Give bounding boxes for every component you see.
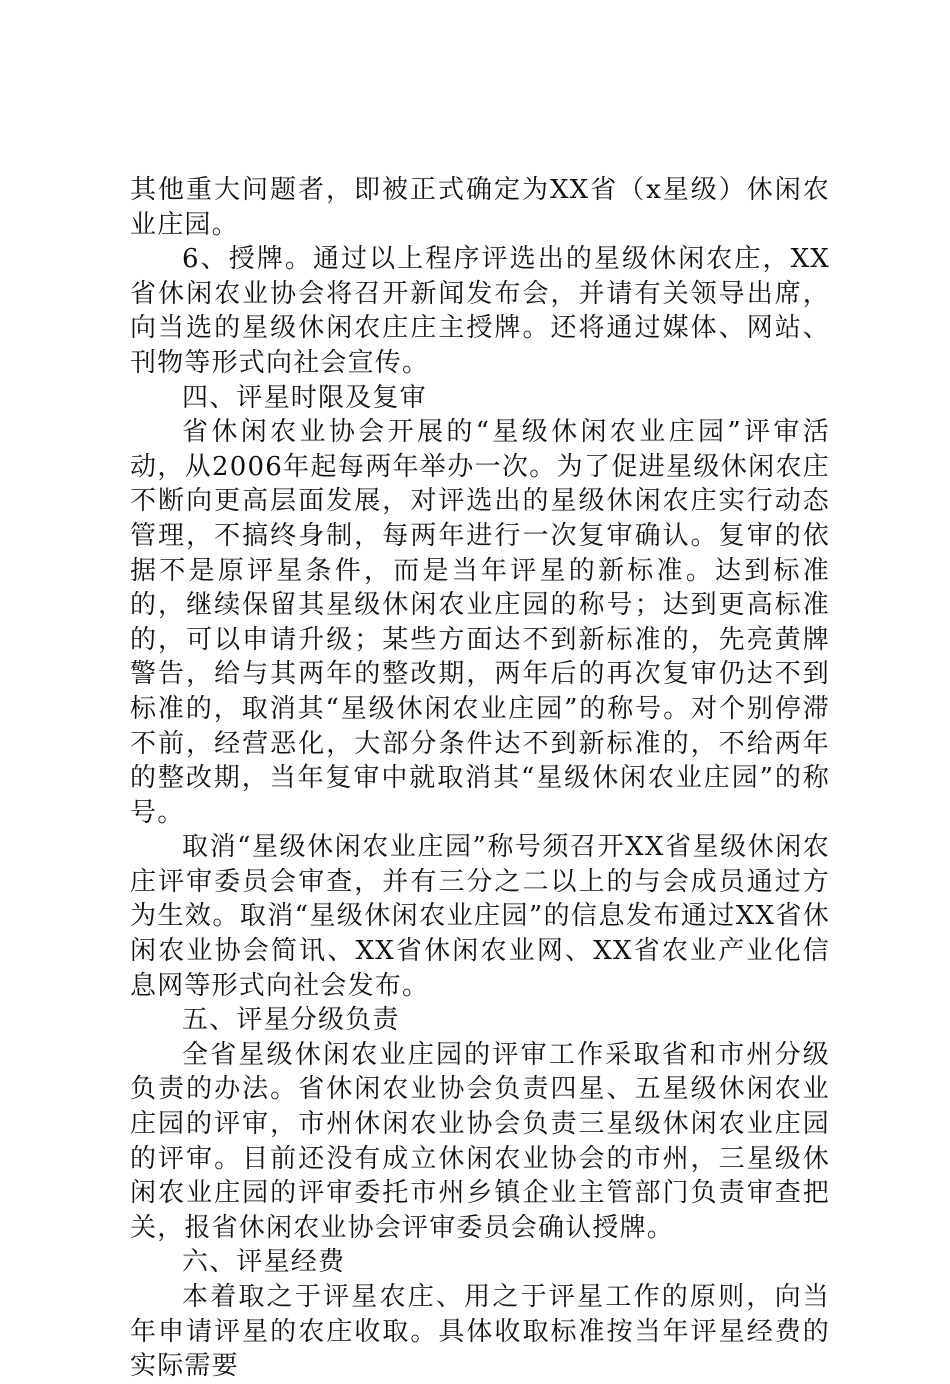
section-heading-6: 六、评星经费 <box>182 1247 346 1278</box>
section-heading-4: 四、评星时限及复审 <box>182 382 427 413</box>
paragraph-funding: 本着取之于评星农庄、用之于评星工作的原则，向当年申请评星的农庄收取。具体收取标准按当年评星经费的实际需要 <box>130 1282 830 1382</box>
section-heading-5: 五、评星分级负责 <box>182 1005 400 1036</box>
document-body <box>130 173 830 1384</box>
paragraph-awarding: 6、授牌。通过以上程序评选出的星级休闲农庄，XX省休闲农业协会将召开新闻发布会，并请有关领导出席，向当选的星级休闲农庄庄主授牌。还将通过媒体、网站、刊物等形式向社会宣传。 <box>130 244 830 378</box>
paragraph-review-period: 省休闲农业协会开展的“星级休闲农业庄园”评审活动，从2006年起每两年举办一次。为了促进星级休闲农庄不断向更高层面发展，对评选出的星级休闲农庄实行动态管理，不搞终身制，每两年进行一次复审确认。复审的依据不是原评星条件，而是当年评星的新标准。达到标准的，继续保留其星级休闲农业庄园的称号；达到更高标准的，可以申请升级；某些方面达不到新标准的，先亮黄牌警告，给与其两年的整改期，两年后的再次复审仍达不到标准的，取消其“星级休闲农业庄园”的称号。对个别停滞不前，经营恶化，大部分条件达不到新标准的，不给两年的整改期，当年复审中就取消其“星级休闲农业庄园”的称号。 <box>130 417 830 828</box>
paragraph-responsibility: 全省星级休闲农业庄园的评审工作采取省和市州分级负责的办法。省休闲农业协会负责四星、五星级休闲农业庄园的评审，市州休闲农业协会负责三星级休闲农业庄园的评审。目前还没有成立休闲农业协会的市州，三星级休闲农业庄园的评审委托市州乡镇企业主管部门负责审查把关，报省休闲农业协会评审委员会确认授牌。 <box>130 1039 830 1243</box>
paragraph-continuation: 其他重大问题者，即被正式确定为XX省（x星级）休闲农业庄园。 <box>130 175 830 240</box>
paragraph-revocation: 取消“星级休闲农业庄园”称号须召开XX省星级休闲农庄评审委员会审查，并有三分之二以上的与会成员通过方为生效。取消“星级休闲农业庄园”的信息发布通过XX省休闲农业协会简讯、XX省休闲农业网、XX省农业产业化信息网等形式向社会发布。 <box>130 832 830 1001</box>
